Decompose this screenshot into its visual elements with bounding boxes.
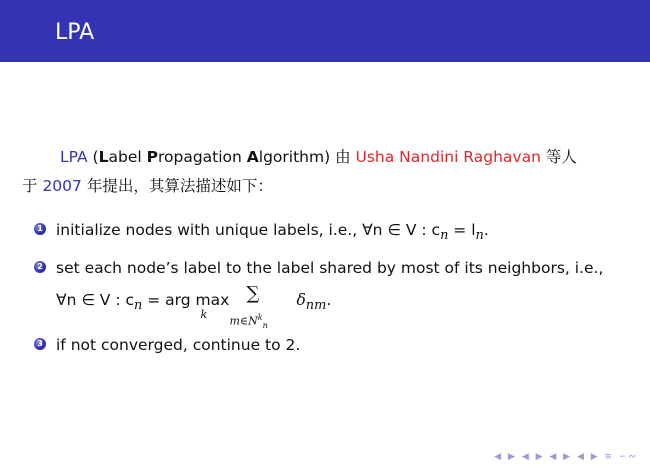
slide-header — [0, 0, 650, 62]
max-text: max — [195, 291, 230, 309]
math-fragment: ∀n ∈ V : c — [56, 291, 134, 309]
math-fragment: = arg — [142, 291, 196, 309]
step-number-bullet: 1 — [34, 223, 46, 235]
year: 2007 — [42, 177, 82, 195]
argmax-operator — [195, 286, 230, 321]
text-fragment: 由 — [335, 148, 356, 166]
text-fragment: ropagation — [157, 148, 247, 166]
step-text: set each node’s label to the label shared by most of its neighbors, i.e., — [56, 259, 604, 277]
text-fragment: ( — [87, 148, 99, 166]
superscript: k — [257, 313, 263, 322]
author-name: Usha Nandini Raghavan — [355, 148, 541, 166]
slide-title: LPA — [55, 20, 95, 45]
bold-P: P — [146, 148, 158, 166]
text-fragment: 等人 — [540, 148, 577, 166]
sum-subscript-text: m∈N — [229, 314, 258, 328]
text-fragment: abel — [108, 148, 147, 166]
subscript: nm — [305, 298, 327, 314]
bold-A: A — [246, 148, 259, 166]
step-number-bullet: 2 — [34, 261, 46, 273]
sum-symbol: ∑ — [246, 283, 260, 304]
beamer-navigation-bar[interactable]: ◀ ▶ ◀ ▶ ◀ ▶ ◀ ▶ ≡ ∽∾ — [494, 452, 638, 462]
step-number-bullet: 3 — [34, 338, 46, 350]
intro-line-1 — [22, 143, 632, 172]
text-fragment: 于 — [22, 177, 43, 195]
delta-symbol: δ — [291, 291, 306, 309]
step-text: if not converged, continue to 2. — [56, 336, 301, 354]
subscript: n — [475, 228, 484, 244]
intro-paragraph — [22, 143, 632, 201]
text-fragment: . — [483, 221, 489, 239]
math-fragment: = l — [448, 221, 476, 239]
text-fragment: 年提出，其算法描述如下： — [81, 177, 273, 195]
intro-line-2 — [22, 172, 632, 201]
subscript: n — [440, 228, 449, 244]
subscript: n — [133, 298, 143, 314]
text-fragment: . — [326, 291, 332, 309]
bold-L: L — [98, 148, 109, 166]
max-subscript: k — [200, 308, 208, 321]
subscript: n — [262, 320, 268, 330]
text-fragment: lgorithm) — [258, 148, 336, 166]
step-3 — [34, 331, 300, 360]
step-1 — [34, 216, 489, 250]
step-2 — [34, 254, 603, 283]
lpa-acronym: LPA — [60, 148, 88, 166]
step-text: initialize nodes with unique labels, i.e., ∀n ∈ V : c — [56, 221, 441, 239]
